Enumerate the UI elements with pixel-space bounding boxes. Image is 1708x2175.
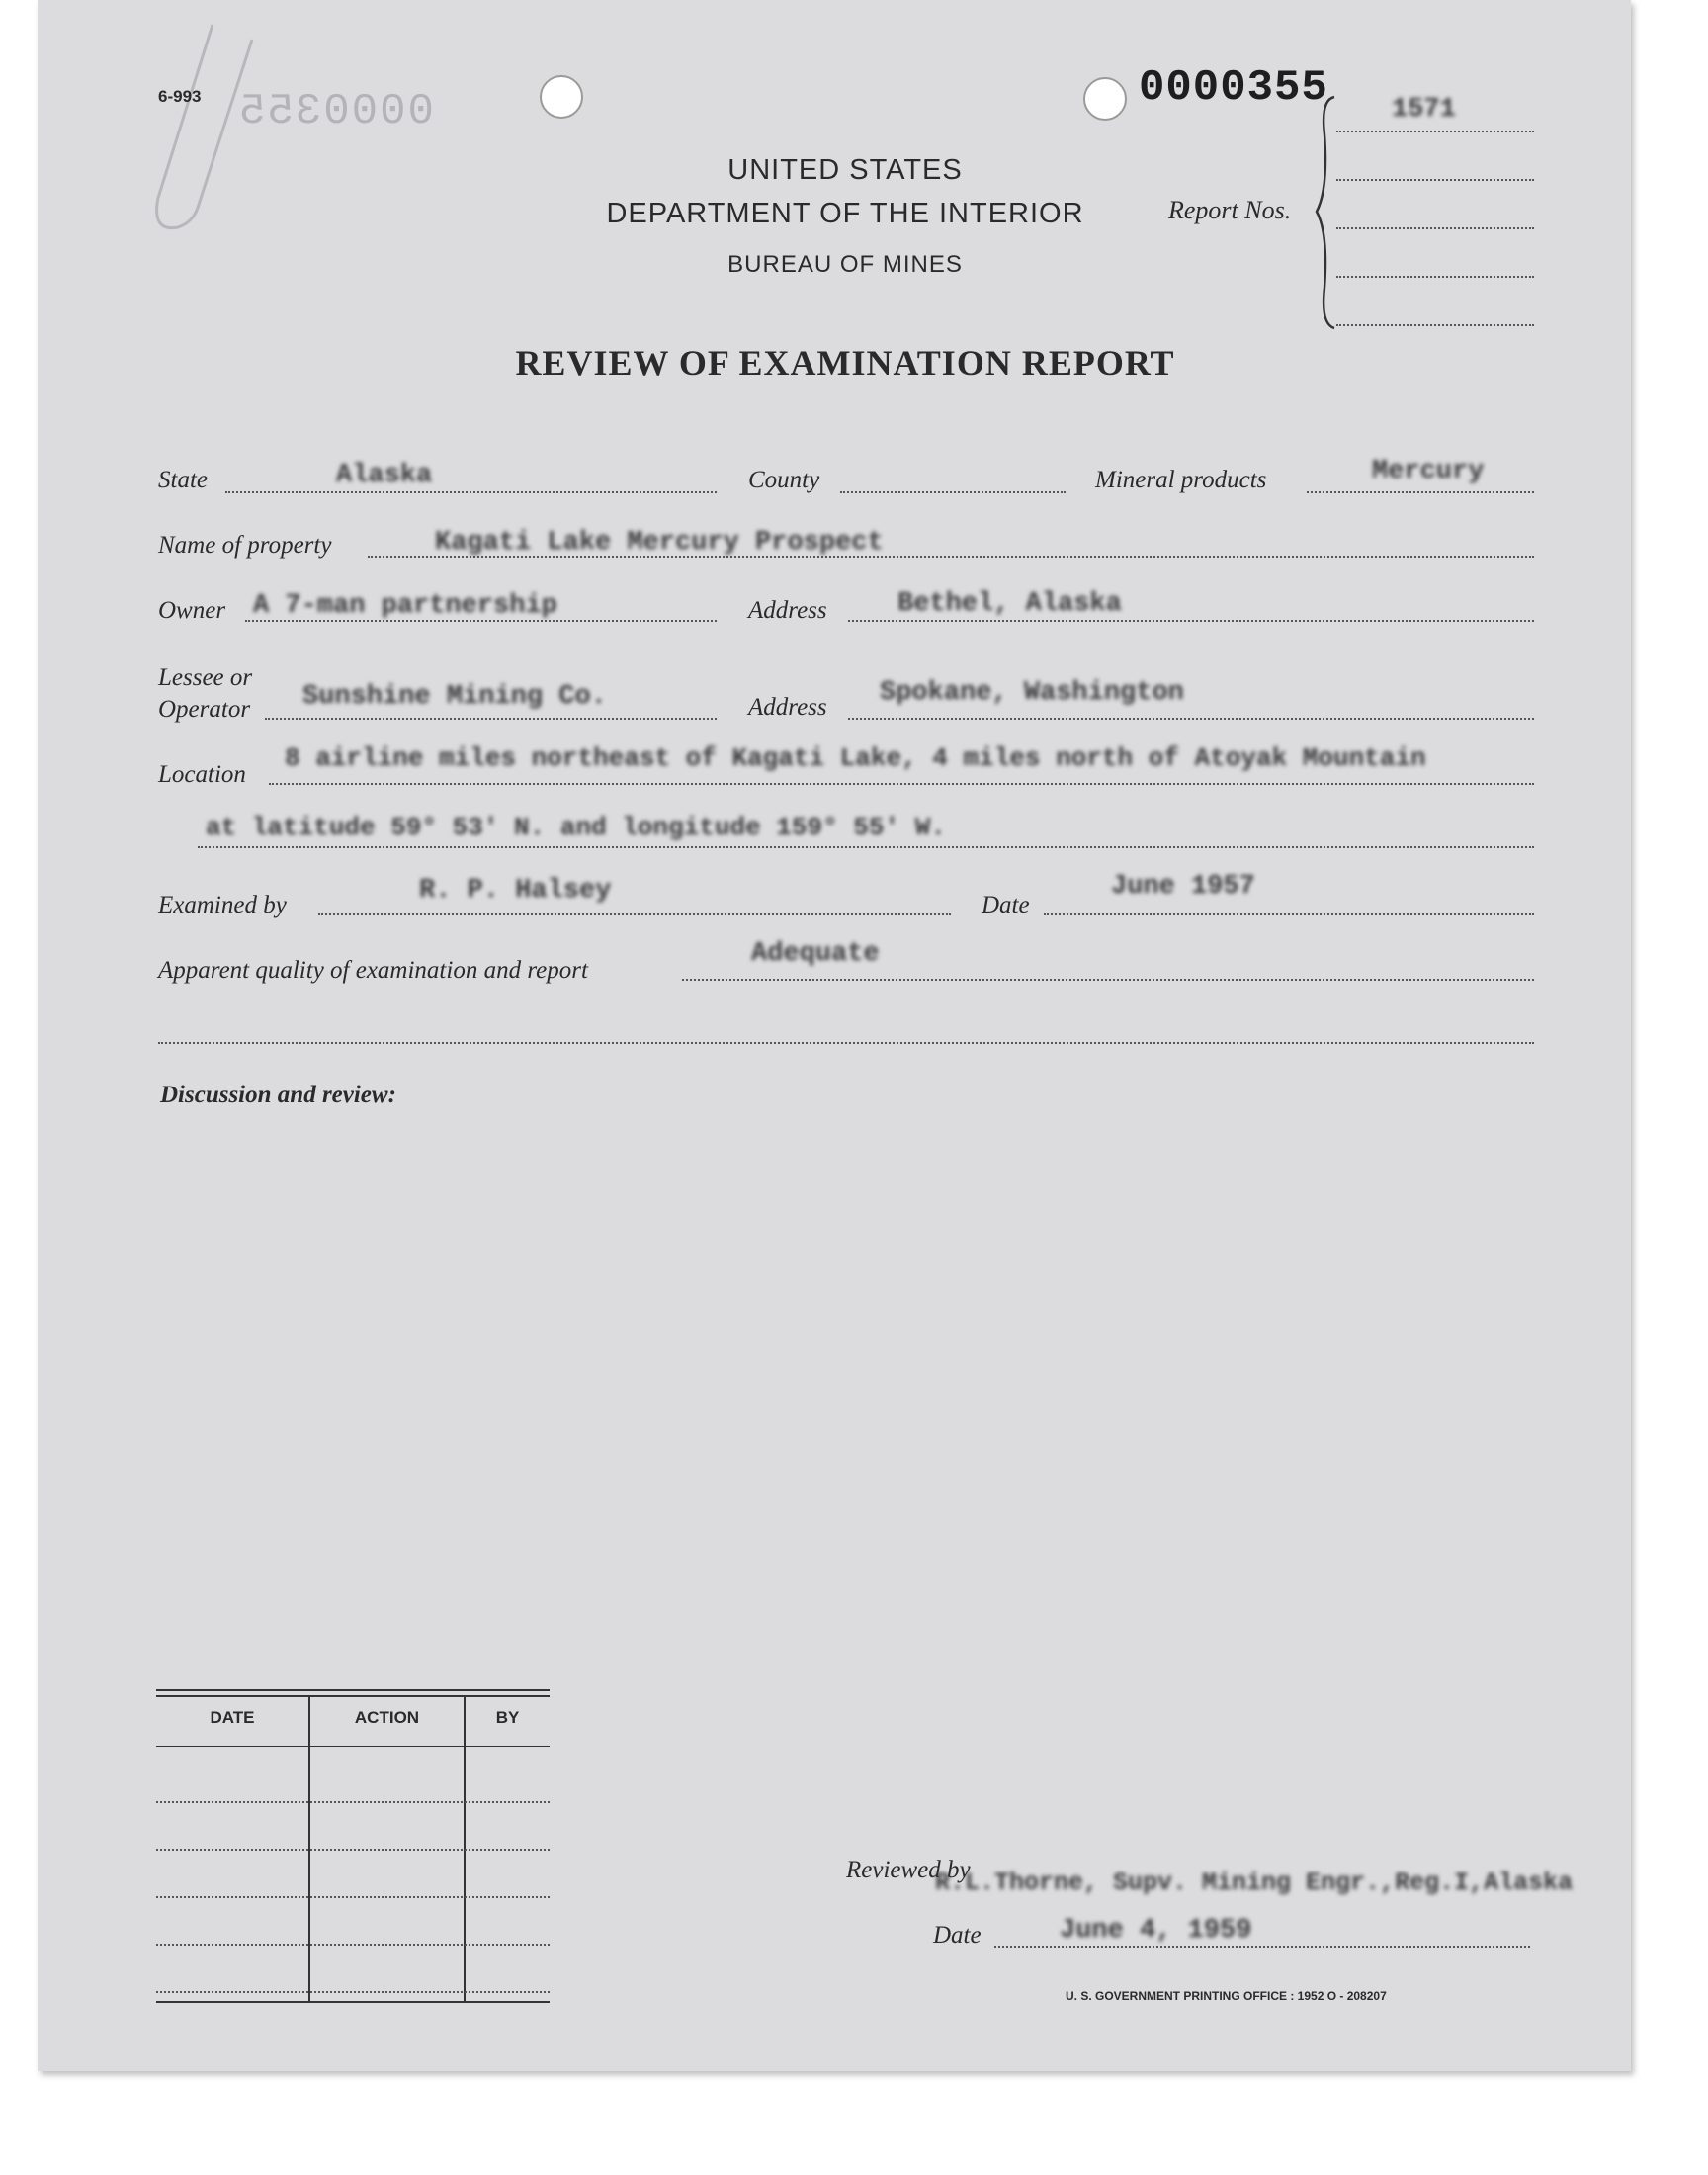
report-no-value-1: 1571 — [1392, 95, 1456, 125]
reviewed-by-label: Reviewed by — [846, 1857, 971, 1883]
examined-line — [318, 914, 951, 915]
review-date-value: June 4, 1959 — [1060, 1916, 1252, 1946]
location-line-1 — [269, 783, 1534, 785]
report-no-line-1 — [1336, 130, 1534, 132]
county-label: County — [748, 467, 820, 493]
quality-line — [682, 979, 1534, 981]
discussion-label: Discussion and review: — [160, 1082, 396, 1108]
quality-label: Apparent quality of examination and report — [158, 957, 588, 984]
location-value-2: at latitude 59° 53' N. and longitude 159° 55' W. — [206, 813, 946, 842]
date-line — [1044, 914, 1534, 915]
report-no-line-4 — [1336, 276, 1534, 278]
table-row — [156, 1944, 550, 1946]
lessee-line — [265, 718, 717, 720]
mineral-value: Mercury — [1372, 457, 1485, 486]
table-header-by: BY — [495, 1708, 520, 1727]
date-label: Date — [982, 892, 1030, 918]
location-value-1: 8 airline miles northeast of Kagati Lake, 4 miles north of Atoyak Mountain — [285, 743, 1426, 773]
report-no-line-2 — [1336, 179, 1534, 181]
serial-number: 0000355 — [1139, 63, 1328, 113]
lessee-address-label: Address — [748, 694, 827, 721]
reviewed-by-value: R.L.Thorne, Supv. Mining Engr.,Reg.I,Alaska — [935, 1869, 1574, 1897]
report-no-line-3 — [1336, 227, 1534, 229]
printing-office-footer: U. S. GOVERNMENT PRINTING OFFICE : 1952 O - 208207 — [1066, 1989, 1387, 2003]
punch-hole-left — [540, 75, 583, 119]
header-line-2: DEPARTMENT OF THE INTERIOR — [606, 198, 1084, 229]
property-value: Kagati Lake Mercury Prospect — [435, 528, 884, 558]
form-number: 6-993 — [158, 87, 202, 106]
review-date-line — [994, 1946, 1530, 1948]
owner-address-label: Address — [748, 597, 827, 624]
table-header-action: ACTION — [354, 1708, 420, 1727]
quality-value: Adequate — [751, 939, 880, 969]
header-line-3: BUREAU OF MINES — [727, 251, 963, 278]
mineral-line — [1307, 491, 1534, 493]
form-sheet — [38, 0, 1631, 2071]
examined-label: Examined by — [158, 892, 287, 918]
table-header-date: DATE — [210, 1708, 255, 1727]
owner-label: Owner — [158, 597, 226, 624]
table-row — [156, 1991, 550, 1993]
quality-line-2 — [158, 1042, 1534, 1044]
examined-value: R. P. Halsey — [419, 876, 612, 906]
table-row — [156, 1896, 550, 1898]
location-label: Location — [158, 761, 246, 788]
lessee-address-value: Spokane, Washington — [880, 678, 1184, 708]
report-no-line-5 — [1336, 324, 1534, 326]
lessee-label-2: Operator — [158, 696, 251, 723]
review-date-label: Date — [933, 1922, 982, 1949]
owner-address-value: Bethel, Alaska — [897, 589, 1122, 619]
form-title: REVIEW OF EXAMINATION REPORT — [515, 343, 1175, 383]
state-label: State — [158, 467, 208, 493]
owner-value: A 7-man partnership — [253, 591, 557, 621]
table-row — [156, 1801, 550, 1803]
mineral-label: Mineral products — [1095, 467, 1267, 493]
owner-address-line — [848, 620, 1534, 622]
county-line — [840, 491, 1066, 493]
header-line-1: UNITED STATES — [727, 154, 963, 186]
state-value: Alaska — [336, 461, 433, 490]
table-row — [156, 1849, 550, 1851]
date-value: June 1957 — [1111, 872, 1255, 902]
location-line-2 — [198, 846, 1534, 848]
state-line — [225, 491, 717, 493]
lessee-address-line — [848, 718, 1534, 720]
punch-hole-right — [1083, 77, 1127, 121]
report-nos-label: Report Nos. — [1168, 196, 1292, 224]
lessee-value: Sunshine Mining Co. — [302, 682, 607, 712]
lessee-label-1: Lessee or — [158, 664, 253, 691]
property-label: Name of property — [158, 532, 332, 559]
serial-bleed-through: 0000355 — [237, 87, 434, 136]
